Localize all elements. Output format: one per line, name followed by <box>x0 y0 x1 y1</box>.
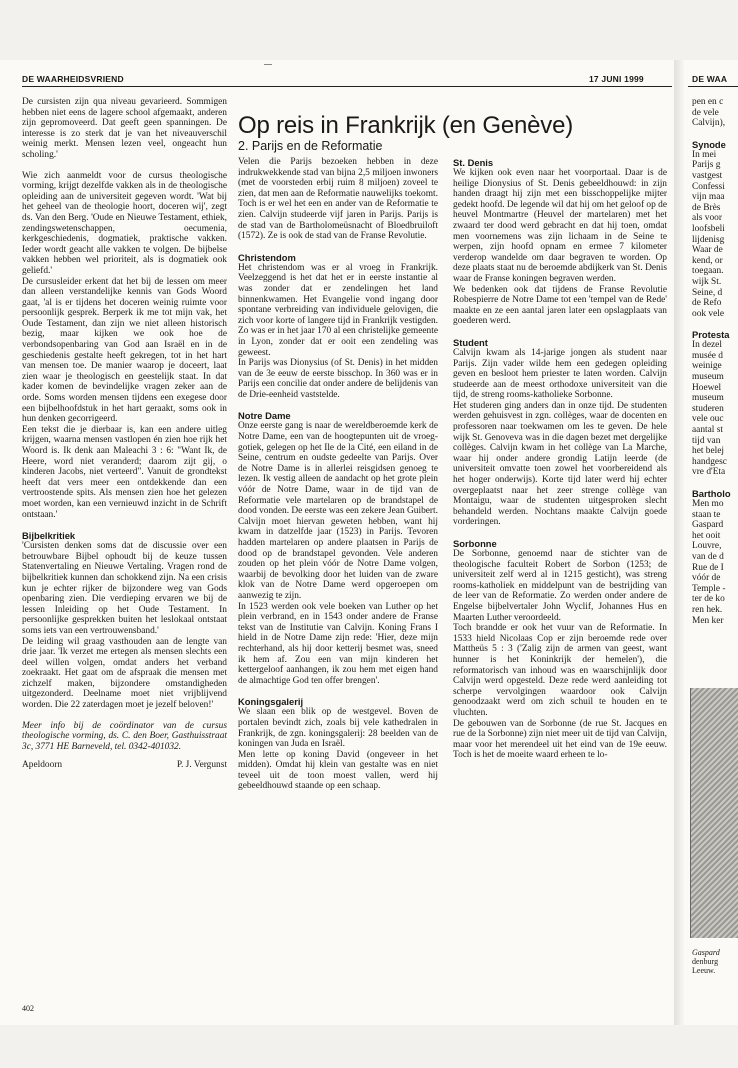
header-rule <box>22 86 672 87</box>
cut-line: Seine, d <box>692 287 723 298</box>
cut-line: Calvijn), <box>692 118 726 129</box>
right-article-column <box>453 157 667 761</box>
paragraph: 'Cursisten denken soms dat de discussie over een betrouwbare Bijbel ophoudt bij de keuze tussen Statenvertaling en Nieuwe Vertaling. Vragen rond de bijbelkritiek kunnen dan schokkend zijn. Na een crisis kun je echter rijker de bijzondere weg van Gods openbaring zien. Die verdieping ervaren we bij de lessen Inleiding op het Oude Testament. In persoonlijke gesprekken buiten het leslokaal ontstaat soms iets van een vertrouwensband.' <box>22 541 227 636</box>
cut-line: het belej <box>692 446 725 457</box>
publication-name: DE WAARHEIDSVRIEND <box>22 74 124 84</box>
next-page-publication: DE WAA <box>692 74 728 84</box>
next-page-column <box>692 97 738 626</box>
paragraph: De Sorbonne, genoemd naar de stichter van de theologische faculteit Robert de Sorbon (1253; de universiteit zelf werd al in 1215 gesticht), was streng rooms-katholiek en middelpunt van de bestrijding van de leer van de Reformatie. Zo werden onder andere de Engelse bijbelvertaler John Wyclif, Johannes Hus en Maarten Luther veroordeeld. <box>453 549 667 623</box>
signature-line <box>22 760 227 771</box>
paragraph: Men lette op koning David (ongeveer in het midden). Omdat hij klein van gestalte was en niet teveel uit de toon moest vallen, werd hij gebeeldhouwd staande op een schaap. <box>238 749 438 792</box>
cut-line: Waar de <box>692 245 723 256</box>
caption-line: Gaspard <box>692 948 720 957</box>
cut-line: ren hek. <box>692 604 723 615</box>
cut-line: In mei <box>692 149 717 160</box>
section-heading-bartholo: Bartholo <box>692 488 731 499</box>
section-heading-sorbonne: Sorbonne <box>453 538 497 549</box>
section-heading-protesta: Protesta <box>692 329 730 341</box>
cut-line: wijk St. <box>692 276 722 287</box>
caption-line: Leeuw. <box>692 966 716 975</box>
cut-line: het ooit <box>692 530 721 541</box>
cut-line: Rue de I <box>692 562 724 573</box>
cut-line: Men mo <box>692 499 724 509</box>
paragraph: We bedenken ook dat tijdens de Franse Revolutie Robespierre de Notre Dame tot een 'tempel van de Rede' maakte en ze een aantal jaren later een opslagplaats van goederen werd. <box>453 284 667 327</box>
cut-line: vele ouc <box>692 414 724 425</box>
issue-date: 17 JUNI 1999 <box>589 74 644 84</box>
paragraph: De cursisten zijn qua niveau gevarieerd. Sommigen hebben niet eens de lagere school afgemaakt, anderen zijn gepromoveerd. Dat geeft geen spanningen. De interesse is zo sterk dat je van het niveauverschil weinig merkt. Mensen lezen veel, ongeacht hun scholing.' <box>22 97 227 160</box>
portrait-photo <box>690 688 738 938</box>
paragraph: We kijken ook even naar het voorportaal. Daar is de heilige Dionysius of St. Denis gebeeldhouwd: in zijn handen draagt hij zijn met een bisschoppelijke mijter gedekt hoofd. De legende wil dat hij om het geloof op de heuvel Montmartre (Heuvel der martelaren) met het zwaard ter dood werd gebracht en dat hij toen, omdat men voornemens was zijn lichaam in de Seine te werpen, zijn hoofd opnam en ermee 7 kilometer verderop wandelde om daar begraven te worden. Op deze plaats staat nu de beroemde abdijkerk van St. Denis waar de Franse koningen begraven werden. <box>453 168 668 284</box>
page-fold <box>674 60 684 1025</box>
paragraph: Toch brandde er ook het vuur van de Reformatie. In 1533 hield Nicolaas Cop er zijn beroemde rede over Mattheüs 5 : 3 ('Zalig zijn de armen van geest, want hunner is het Koninkrijk der hemelen'), die reformatorisch van inhoud was en waarschijnlijk door Calvijn werd opgesteld. Deze rede werd aanleiding tot scherpe vervolgingen waardoor ook Calvijn genoodzaakt werd om zich schuil te houden en te vluchten. <box>453 623 667 718</box>
info-note: Meer info bij de coördinator van de cursus theologische vorming, ds. C. den Boer, Gasthuisstraat 3c, 3771 HE Barneveld, tel. 0342-401032. <box>22 720 227 752</box>
cut-line: de Brès <box>692 202 721 213</box>
paragraph: We slaan een blik op de westgevel. Boven de portalen bevindt zich, zoals bij vele kathedralen in Frankrijk, de zgn. koningsgalerij: 28 beelden van de koningen van Juda en Israël. <box>238 707 438 750</box>
cut-line: Louvre, <box>692 541 722 552</box>
section-heading-synode: Synode <box>692 138 726 150</box>
header-rule-next <box>688 86 738 87</box>
cut-line: studeren <box>692 403 724 414</box>
cut-line: weinige <box>692 361 722 372</box>
paragraph: Calvijn kwam als 14-jarige jongen als student naar Parijs. Zijn vader wilde hem een gedegen opleiding geven en besloot hem priester te laten worden. Calvijn studeerde aan de meest orthodoxe universiteit van die tijd, de streng rooms-katholieke Sorbonne. <box>453 347 667 401</box>
cut-line: museum <box>692 372 724 383</box>
cut-line: ter de ko <box>692 594 725 605</box>
cut-line: kend, or <box>692 255 723 266</box>
cut-line: Men ker <box>692 615 724 626</box>
paragraph: Onze eerste gang is naar de wereldberoemde kerk de Notre Dame, een van de hoogtepunten uit de vroeg-gotiek, gelegen op het Ile de la Cité, een eiland in de Seine, centrum en oudste gedeelte van Parijs. Over de Notre Dame is in allerlei reisgidsen genoeg te lezen. Ik vestig alleen de aandacht op het grote plein vóór de Notre Dame, waar in de tijd van de Reformatie vele martelaren op de brandstapel de dood vonden. De eerste was een zekere Jean Guibert. Calvijn moet hiervan geweten hebben, want hij kwam in datzelfde jaar (1523) in Parijs. Tevoren hadden martelaren op andere plaatsen in Parijs de dood op de brandstapel gevonden. Vele anderen zouden op het plein vóór de Notre Dame volgen, waarbij de bevolking door het luiden van de zware klok van de Notre Dame werd opgeroepen om aanwezig te zijn. <box>238 421 438 601</box>
section-heading-student: Student <box>453 336 488 348</box>
paragraph: In 1523 werden ook vele boeken van Luther op het plein verbrand, en in 1543 onder andere de Franse tekst van de Institutie van Calvijn. Koning Frans I hield in de Notre Dame zijn rede: 'Hier, deze mijn rechterhand, als hij door ketterij besmet was, sneed ik hem af. Zou een van mijn kinderen het kettergeloof aanhangen, ik zou hem met eigen hand de almachtige God ten offer brengen'. <box>238 601 438 686</box>
middle-column <box>238 157 438 792</box>
caption-line: denburg <box>692 957 719 966</box>
photo-caption <box>692 948 738 975</box>
paragraph: Een tekst die je dierbaar is, kan een andere uitleg krijgen, waarna mensen vastlopen én zien hoe rijk het Woord is. Ik denk aan Maleachi 3 : 6: "Want Ik, de Heere, word niet veranderd; daarom zijt gij, o kinderen Jacobs, niet verteerd". Vanuit de grondtekst heeft dat vers meer een ontdekkende dan een vertroostende spits. Als mensen zien hoe het gelezen moet worden, kan een vernieuwd inzicht in de Schrift ontstaan.' <box>22 424 227 520</box>
cut-line: pen en c <box>692 97 724 107</box>
top-mark <box>264 64 272 65</box>
cut-line: musée d <box>692 350 723 361</box>
cut-line: Hoewel <box>692 382 722 393</box>
cut-line: Gaspard <box>692 520 724 531</box>
cut-line: tijd van <box>692 435 721 446</box>
cut-line: de Refo <box>692 298 722 309</box>
cut-line: Temple - <box>692 583 726 594</box>
paragraph: De gebouwen van de Sorbonne (de rue St. Jacques en rue de la Sorbonne) zijn niet meer uit de tijd van Calvijn, maar voor het merendeel uit het eind van de 19e eeuw. Toch is het de moeite waard erheen te lo- <box>453 718 668 761</box>
cut-line: toegaan. <box>692 266 724 277</box>
cut-line: van de d <box>692 551 724 562</box>
cut-line: vastgest <box>692 170 723 181</box>
cut-line: vóór de <box>692 573 721 584</box>
cut-line: Parijs g <box>692 160 721 171</box>
cut-line: loofsbeli <box>692 223 725 234</box>
section-heading-st-denis: St. Denis <box>453 157 494 168</box>
left-column <box>22 97 227 771</box>
section-heading-christendom: Christendom <box>238 251 296 263</box>
cut-line: ook vele <box>692 308 725 319</box>
paragraph: Het studeren ging anders dan in onze tijd. De studenten werden gehuisvest in zgn. collèges, waar de docenten en professoren naar toekwamen om les te geven. De hele wijk St. Genoveva was in die dagen bezet met dergelijke collèges. Calvijn kwam in het collège van La Marche, waar hij onder andere grondig Latijn leerde (de universiteit omvatte toen zowel het voorbereidend als het hoger onderwijs). Korte tijd later werd hij echter overgeplaatst naar het zeer strenge collège van Montaigu, waar de studenten uitgesproken slecht behandeld werden. Nochtans maakte Calvijn goede vorderingen. <box>453 400 667 528</box>
cut-line: vijn maa <box>692 192 725 203</box>
paragraph: Het christendom was er al vroeg in Frankrijk. Veelzeggend is het dat het er in eerste instantie al was zonder dat er zendelingen het land binnenkwamen. Het Evangelie vond ingang door spontane verbreiding van individuele gelovigen, die zich voor korte of langere tijd in Frankrijk vestigden. Zo was er in het jaar 170 al een christelijke gemeente in Lyon, zonder dat er ooit een zendeling was geweest. <box>238 262 438 358</box>
section-heading-koningsgalerij: Koningsgalerij <box>238 696 304 708</box>
cut-line: handgesc <box>692 456 727 467</box>
page-number: 402 <box>22 1004 34 1013</box>
cut-line: museum <box>692 393 724 404</box>
cut-line: vre d'Eta <box>692 467 726 478</box>
cut-line: de vele <box>692 107 719 118</box>
sign-author: P. J. Vergunst <box>176 760 227 771</box>
article-title: Op reis in Frankrijk (en Genève) <box>238 112 574 139</box>
sign-place: Apeldoorn <box>22 760 63 771</box>
paragraph: De cursusleider erkent dat het bij de lessen om meer dan alleen verstandelijke kennis van Gods Woord gaat, 'al is er tijdens het doceren weinig ruimte voor persoonlijk gesprek. Berperk ik me tot mijn vak, het Oude Testament, dan zijn we niet alleen historisch bezig, maar kijken we ook hoe de verbondsopenbaring van God aan Israël en in de geschiedenis gestalte heeft gekregen, tot in het hart van mensen toe. De manier waarop je doceert, laat zien waar je theologisch en geestelijk staat. In dat kader komen de bevindelijke vragen zeker aan de orde. Soms worden mensen tijdens een exegese door een bijbelhoofdstuk in het hart geraakt, soms ook in hun denken gecorrigeerd. <box>22 276 227 425</box>
paragraph: De leiding wil graag vasthouden aan de lengte van drie jaar. 'Ik verzet me ertegen als mensen slechts een deel willen volgen, omdat anders het verband zoekraakt. Het gaat om de afspraak die mensen met zichzelf maken, bijzondere omstandigheden uitgezonderd. Deelname moet niet vrijblijvend worden. Die 22 zaterdagen moet je jezelf beloven!' <box>22 636 227 711</box>
cut-line: In dezel <box>692 340 722 351</box>
cut-line: Confessi <box>692 181 725 192</box>
paragraph: In Parijs was Dionysius (of St. Denis) in het midden van de 3e eeuw de eerste bisschop. In 360 was er in Parijs een concilie dat onder andere de belijdenis van de Drie-eenheid vaststelde. <box>238 358 438 400</box>
cut-line: aantal st <box>692 425 723 436</box>
cut-line: als voor <box>692 213 722 224</box>
article-subtitle: 2. Parijs en de Reformatie <box>238 139 383 153</box>
section-heading-notre-dame: Notre Dame <box>238 410 291 422</box>
cut-line: lijdenisg <box>692 234 725 245</box>
section-heading-bijbelkritiek: Bijbelkritiek <box>22 530 76 542</box>
intro-paragraph: Velen die Parijs bezoeken hebben in deze indrukwekkende stad van bijna 2,5 miljoen inwoners (met de voorsteden erbij ruim 8 miljoen) zoveel te zien, dat men aan de Reformatie nauwelijks toekomt. Toch is er wel het een en ander van de Reformatie te zien. Calvijn studeerde vijf jaren in Parijs. Parijs is de stad van de Bartholomeüsnacht of Bloedbruiloft (1572). Ze is ook de stad van de Franse Revolutie. <box>238 157 438 242</box>
paragraph: Wie zich aanmeldt voor de cursus theologische vorming, krijgt dezelfde vakken als in de theologische opleiding aan de universiteit gegeven wordt. 'Wat bij het geheel van de theologie hoort, doceren wij', zegt ds. Van den Berg. 'Oude en Nieuwe Testament, ethiek, zendingswetenschappen, oecumenia, kerkgeschiedenis, dogmatiek, praktische vakken. Ieder wordt geacht alle vakken te volgen. De bijbelse vakken hebben wel prioriteit, als is dogmatiek ook geliefd.' <box>22 170 227 276</box>
cut-line: staan te <box>692 509 721 520</box>
